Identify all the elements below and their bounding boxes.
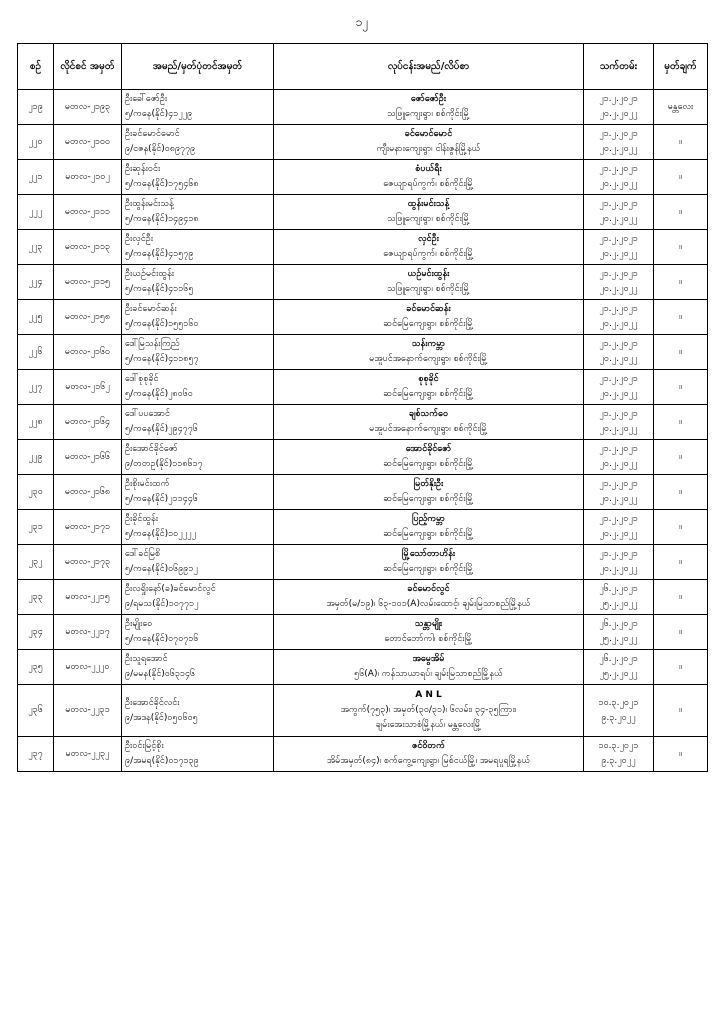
cell-owner [122, 580, 274, 615]
cell-row-number: ၂၂၀ [18, 125, 54, 160]
table-row [18, 650, 708, 685]
cell-business [274, 90, 584, 125]
owner-nrc: ၅/ကနေ(နိုင်)၄၁၅၇၉ [125, 249, 194, 259]
cell-license-number: မတလ-၂၁၀၂ [54, 160, 122, 195]
cell-remark: ။ [654, 737, 708, 772]
cell-row-number: ၂၂၂ [18, 195, 54, 230]
table-row [18, 90, 708, 125]
header-business: လုပ်ငန်းအမည်/လိပ်စာ [274, 44, 584, 90]
cell-business [274, 650, 584, 685]
business-name: သန္တာမျိုး [414, 619, 443, 629]
cell-business [274, 405, 584, 440]
cell-business [274, 125, 584, 160]
cell-row-number: ၂၂၇ [18, 370, 54, 405]
cell-owner [122, 90, 274, 125]
cell-business [274, 300, 584, 335]
cell-validity [584, 650, 654, 685]
business-address-line: ချမ်းအေးသာစံမြို့နယ်၊ မန္တလေးမြို့ [375, 720, 482, 730]
owner-nrc: ၅/ကနေ(နိုင်)၄၁၂၂၉ [125, 109, 193, 119]
valid-to-date: ၂၀.၂.၂၀၂၂ [599, 214, 638, 224]
cell-row-number: ၂၃၄ [18, 615, 54, 650]
cell-business [274, 737, 584, 772]
cell-validity [584, 475, 654, 510]
valid-from-date: ၂၁.၂.၂၀၂၁ [599, 234, 638, 244]
cell-business [274, 370, 584, 405]
table-row [18, 300, 708, 335]
business-address: တောင်ဘော်ကါ၊ စစ်ကိုင်းမြို့ [384, 634, 473, 644]
cell-row-number: ၂၃၅ [18, 650, 54, 685]
table-body [18, 90, 708, 772]
cell-remark: ။ [654, 265, 708, 300]
business-address: သဖြူကျေးရွာ၊ စစ်ကိုင်းမြို့ [387, 109, 470, 119]
cell-validity [584, 90, 654, 125]
valid-to-date: ၂၀.၂.၂၀၂၂ [599, 494, 638, 504]
cell-owner [122, 160, 274, 195]
cell-license-number: မတလ-၂၂၂၀ [54, 650, 122, 685]
owner-nrc: ၉/အဒန(နိုင်)၀၅၀၆၀၅ [125, 712, 198, 723]
cell-row-number: ၂၃၇ [18, 737, 54, 772]
cell-row-number: ၂၂၈ [18, 405, 54, 440]
valid-from-date: ၂၁.၂.၂၀၂၁ [599, 304, 638, 314]
cell-license-number: မတလ-၂၁၇၃ [54, 545, 122, 580]
business-name: အောင်ခိုင်ဇော် [405, 444, 452, 454]
cell-license-number: မတလ-၂၁၆၆ [54, 440, 122, 475]
cell-remark: ။ [654, 300, 708, 335]
cell-remark: ။ [654, 545, 708, 580]
owner-name: ဦးခိုင်ထွန်း [125, 514, 158, 524]
valid-to-date: ၂၀.၂.၂၀၂၂ [599, 109, 638, 119]
cell-business [274, 160, 584, 195]
owner-nrc: ၅/ကနေ(နိုင်)၄၁၁၆၅ [125, 284, 194, 294]
owner-name: ဦးမျိုးဝေ [125, 619, 153, 629]
cell-owner [122, 510, 274, 545]
valid-from-date: ၂၆.၂.၂၀၂၁ [599, 654, 638, 664]
owner-nrc: ၉/ရမသ(နိုင်)၁၀၇၇၁၂ [125, 599, 199, 609]
cell-license-number: မတလ-၂၁၆၀ [54, 335, 122, 370]
cell-owner [122, 195, 274, 230]
cell-license-number: မတလ-၂၂၃၂ [54, 737, 122, 772]
valid-to-date: ၂၀.၂.၂၀၂၂ [599, 564, 638, 574]
cell-business [274, 230, 584, 265]
cell-validity [584, 195, 654, 230]
table-row [18, 405, 708, 440]
cell-license-number: မတလ-၂၁၁၃ [54, 230, 122, 265]
cell-owner [122, 685, 274, 737]
cell-owner [122, 650, 274, 685]
valid-from-date: ၂၁.၂.၂၀၂၁ [599, 129, 638, 139]
valid-from-date: ၂၁.၂.၂၀၂၁ [599, 549, 638, 559]
cell-remark: ။ [654, 335, 708, 370]
license-register-table [17, 43, 708, 772]
owner-name: ဦးစိုးမင်းထက် [125, 479, 170, 489]
valid-to-date: ၂၀.၂.၂၀၂၂ [599, 459, 638, 469]
valid-from-date: ၂၁.၂.၂၀၂၁ [599, 94, 638, 104]
valid-from-date: ၂၁.၂.၂၀၂၁ [599, 514, 638, 524]
cell-license-number: မတလ-၂၁၅၈ [54, 300, 122, 335]
valid-to-date: ၂၀.၂.၂၀၂၂ [599, 284, 638, 294]
table-row [18, 265, 708, 300]
cell-business [274, 195, 584, 230]
business-address: အိမ်အမှတ်(၈၄)၊ စက်ကွေ့ကျေးရွာ၊ မြစ်ငယ်မြို့၊ အမရပူရမြို့နယ် [326, 756, 531, 766]
cell-remark: ။ [654, 405, 708, 440]
cell-row-number: ၂၃၀ [18, 475, 54, 510]
cell-owner [122, 737, 274, 772]
business-address: သဖြူကျေးရွာ၊ စစ်ကိုင်းမြို့ [387, 214, 470, 224]
owner-name: ဦးလရှိုးနော်(ခ)ခင်မောင်လွင် [125, 584, 216, 594]
cell-row-number: ၂၂၉ [18, 440, 54, 475]
page-number: ၁၂ [355, 15, 369, 29]
cell-business [274, 615, 584, 650]
cell-validity [584, 335, 654, 370]
cell-license-number: မတလ-၂၁၉၃ [54, 90, 122, 125]
business-address: မအူပင်အနောက်ကျေးရွာ၊ စစ်ကိုင်းမြို့ [369, 354, 488, 364]
cell-business [274, 475, 584, 510]
cell-business [274, 335, 584, 370]
business-name: A N L [415, 690, 442, 700]
cell-business [274, 685, 584, 737]
table-row [18, 510, 708, 545]
cell-remark: ။ [654, 440, 708, 475]
owner-name: ဦးအောင်ခိုင်လင်း [125, 697, 180, 708]
cell-owner [122, 300, 274, 335]
cell-row-number: ၂၂၄ [18, 265, 54, 300]
business-address: ကျီးမနားကျေးရွာ၊ ငါန်းဇွန်မြို့နယ် [376, 144, 481, 154]
owner-nrc: ၅/ကနေ(နိုင်)၂၉၄၇၇၆ [125, 424, 198, 434]
valid-from-date: ၂၁.၂.၂၀၂၁ [599, 409, 638, 419]
cell-validity [584, 125, 654, 160]
cell-validity [584, 160, 654, 195]
business-name: မြို့သော်တာဟိန်း [401, 549, 456, 559]
valid-from-date: ၂၁.၂.၂၀၂၁ [599, 199, 638, 209]
valid-to-date: ၂၀.၂.၂၀၂၂ [599, 144, 638, 154]
owner-name: ဒေါ်ခင်မြစိ [125, 549, 161, 559]
owner-name: ဒေါ်မြသန်းကြည် [125, 339, 180, 349]
cell-row-number: ၂၃၃ [18, 580, 54, 615]
business-address: သဖြူကျေးရွာ၊ စစ်ကိုင်းမြို့ [387, 284, 470, 294]
cell-validity [584, 510, 654, 545]
cell-remark: ။ [654, 230, 708, 265]
cell-remark: ။ [654, 370, 708, 405]
table-row [18, 230, 708, 265]
cell-remark: ။ [654, 580, 708, 615]
business-name: အမွေအိမ် [412, 654, 445, 664]
cell-owner [122, 370, 274, 405]
cell-owner [122, 405, 274, 440]
cell-row-number: ၂၂၃ [18, 230, 54, 265]
owner-name: ဦးခင်မောင်မောင် [125, 129, 180, 139]
header-license-no: လိုင်စင် အမှတ် [54, 44, 122, 90]
cell-license-number: မတလ-၂၁၆၂ [54, 370, 122, 405]
cell-business [274, 545, 584, 580]
cell-license-number: မတလ-၂၁၁၅ [54, 265, 122, 300]
valid-from-date: ၂၁.၂.၂၀၂၁ [599, 164, 638, 174]
owner-nrc: ၅/ကနေ(နိုင်)၀၆၉၉၁၂ [125, 564, 198, 574]
owner-name: ဒေါ်ပပအောင် [125, 409, 171, 419]
cell-business [274, 510, 584, 545]
valid-from-date: ၂၁.၂.၂၀၂၁ [599, 374, 638, 384]
cell-owner [122, 230, 274, 265]
cell-row-number: ၂၃၁ [18, 510, 54, 545]
owner-name: ဒေါ်စုစုခိုင် [125, 374, 159, 384]
cell-validity [584, 615, 654, 650]
cell-license-number: မတလ-၂၁၀၀ [54, 125, 122, 160]
cell-remark: မန္တလေး [654, 90, 708, 125]
business-name: ဇော်ဇော်ဦး [410, 94, 447, 104]
owner-name: ဦးလှင်ဦး [125, 234, 153, 244]
cell-validity [584, 580, 654, 615]
business-name: ဇင်ဝိတက် [412, 741, 445, 751]
valid-from-date: ၁၀.၃.၂၀၂၁ [598, 697, 639, 708]
business-name: စံပယ်ရီး [415, 164, 442, 174]
cell-license-number: မတလ-၂၁၁၁ [54, 195, 122, 230]
business-name: စုစုခိုင် [418, 374, 439, 384]
valid-from-date: ၂၁.၂.၂၀၂၁ [599, 269, 638, 279]
business-address: ၅၆(A)၊ ကန်သာယာရပ်၊ ချမ်းမြသာစည်မြို့နယ် [354, 669, 503, 679]
cell-row-number: ၂၃၂ [18, 545, 54, 580]
valid-to-date: ၂၀.၂.၂၀၂၂ [599, 424, 638, 434]
owner-nrc: ၅/ကနေ(နိုင်)၄၁၁၈၅၇ [125, 354, 199, 364]
header-owner: အမည်/မှတ်ပုံတင်အမှတ် [122, 44, 274, 90]
business-address-line: အကွက်(၇၅၃)၊ အမှတ်(၃၀/၃၁)၊ ၆လမ်း၊ ၃၄-၃၅ကြား၊ [340, 705, 517, 715]
cell-license-number: မတလ-၂၁၇၁ [54, 510, 122, 545]
cell-remark: ။ [654, 125, 708, 160]
cell-business [274, 440, 584, 475]
valid-from-date: ၂၆.၂.၂၀၂၁ [599, 584, 638, 594]
business-name: ပြည့်ကမ္ဘာ [412, 514, 445, 524]
table-row [18, 440, 708, 475]
valid-to-date: ၂၅.၂.၂၀၂၂ [599, 599, 638, 609]
owner-nrc: ၅/ကနေ(နိုင်)၁၄၉၄၁၈ [125, 214, 199, 224]
cell-remark: ။ [654, 475, 708, 510]
table-row [18, 685, 708, 737]
owner-name: ဦးဝင်းမြင့်စိုး [125, 741, 164, 751]
business-address: ဇေယျာရပ်ကွက်၊ စစ်ကိုင်းမြို့ [383, 179, 474, 189]
valid-to-date: ၂၀.၂.၂၀၂၂ [599, 389, 638, 399]
owner-nrc: ၅/ကနေ(နိုင်)၁၇၅၄၆၈ [125, 179, 199, 189]
cell-row-number: ၂၃၆ [18, 685, 54, 737]
business-name: ခင်မောင်မောင် [404, 129, 453, 139]
table-row [18, 475, 708, 510]
valid-from-date: ၂၁.၂.၂၀၂၁ [599, 479, 638, 489]
owner-name: ဦးခေါ်ဇော်ဦး [125, 94, 168, 104]
table-row [18, 615, 708, 650]
valid-from-date: ၂၆.၂.၂၀၂၁ [599, 619, 638, 629]
cell-owner [122, 125, 274, 160]
valid-to-date: ၂၅.၂.၂၀၂၂ [599, 634, 638, 644]
business-address: ဆင်မြေကျေးရွာ၊ စစ်ကိုင်းမြို့ [383, 319, 474, 329]
cell-owner [122, 475, 274, 510]
owner-name: ဦးယဉ်မင်းထွန်း [125, 269, 175, 279]
valid-to-date: ၂၀.၂.၂၀၂၂ [599, 319, 638, 329]
cell-owner [122, 440, 274, 475]
cell-business [274, 265, 584, 300]
cell-row-number: ၂၂၅ [18, 300, 54, 335]
business-name: ခင်မောင်လွင် [407, 584, 450, 594]
valid-from-date: ၂၁.၂.၂၀၂၁ [599, 444, 638, 454]
valid-to-date: ၂၀.၂.၂၀၂၂ [599, 179, 638, 189]
business-name: လှင်ဦး [418, 234, 439, 244]
owner-name: ဦးခင်မောင်ဆန်း [125, 304, 177, 314]
cell-license-number: မတလ-၂၂၁၅ [54, 580, 122, 615]
cell-validity [584, 370, 654, 405]
header-remarks: မှတ်ချက် [654, 44, 708, 90]
owner-name: ဦးထွန်းမင်းသန့် [125, 199, 174, 209]
business-address: ဆင်မြေကျေးရွာ၊ စစ်ကိုင်းမြို့ [383, 389, 474, 399]
owner-name: ဦးဆုန်းဝင်း [125, 164, 161, 174]
business-name: မြတ်နိုးဦး [413, 479, 444, 489]
business-name: ယဉ်မင်းထွန်း [407, 269, 450, 279]
cell-license-number: မတလ-၂၁၆၄ [54, 405, 122, 440]
cell-remark: ။ [654, 650, 708, 685]
cell-row-number: ၂၂၁ [18, 160, 54, 195]
cell-validity [584, 545, 654, 580]
business-address: ဆင်မြေကျေးရွာ၊ စစ်ကိုင်းမြို့ [383, 564, 474, 574]
cell-remark: ။ [654, 615, 708, 650]
valid-to-date: ၉.၃.၂၀၂၂ [601, 712, 636, 723]
valid-to-date: ၂၀.၂.၂၀၂၂ [599, 249, 638, 259]
business-name: ထွန်းမင်းသန့် [407, 199, 450, 209]
cell-validity [584, 440, 654, 475]
table-row [18, 737, 708, 772]
cell-remark: ။ [654, 510, 708, 545]
cell-owner [122, 545, 274, 580]
cell-validity [584, 685, 654, 737]
business-address: ဇေယျာရပ်ကွက်၊ စစ်ကိုင်းမြို့ [383, 249, 474, 259]
cell-validity [584, 265, 654, 300]
valid-from-date: ၂၁.၂.၂၀၂၁ [599, 339, 638, 349]
cell-remark: ။ [654, 195, 708, 230]
table-row [18, 370, 708, 405]
owner-name: ဦးသူရအောင် [125, 654, 168, 664]
valid-to-date: ၂၀.၂.၂၀၂၂ [599, 354, 638, 364]
header-dates: သက်တမ်း [584, 44, 654, 90]
header-no: စဉ် [18, 44, 54, 90]
valid-to-date: ၂၀.၂.၂၀၂၂ [599, 529, 638, 539]
owner-nrc: ၉/ငဇန(နိုင်)၀၈၉၇၇၉ [125, 144, 196, 154]
valid-from-date: ၁၀.၃.၂၀၂၁ [598, 741, 639, 751]
business-address: ဆင်မြေကျေးရွာ၊ စစ်ကိုင်းမြို့ [383, 529, 474, 539]
owner-name: ဦးအောင်ခိုင်ဇော် [125, 444, 178, 454]
cell-license-number: မတလ-၂၁၆၈ [54, 475, 122, 510]
cell-row-number: ၂၂၆ [18, 335, 54, 370]
cell-validity [584, 230, 654, 265]
cell-owner [122, 335, 274, 370]
cell-remark: ။ [654, 160, 708, 195]
cell-license-number: မတလ-၂၂၃၁ [54, 685, 122, 737]
table-row [18, 160, 708, 195]
owner-nrc: ၉/တတဥ(နိုင်)၁၁၈၆၁၇ [125, 459, 203, 469]
table-row [18, 545, 708, 580]
cell-remark: ။ [654, 685, 708, 737]
owner-nrc: ၅/ကနေ(နိုင်)၀၇၀၇၁၆ [125, 634, 199, 644]
owner-nrc: ၅/ကနေ(နိုင်)၂၁၁၄၄၆ [125, 494, 198, 504]
business-name: ခင်မောင်ဆန်း [406, 304, 451, 314]
cell-validity [584, 300, 654, 335]
owner-nrc: ၉/အမရ(နိုင်)၀၁၇၁၃၉ [125, 756, 199, 766]
valid-to-date: ၉.၃.၂၀၂၂ [601, 756, 636, 766]
table-row [18, 335, 708, 370]
owner-nrc: ၅/ကနေ(နိုင်)၁၀၂၂၂၂ [125, 529, 196, 539]
business-address: ဆင်မြေကျေးရွာ၊ စစ်ကိုင်းမြို့ [383, 494, 474, 504]
owner-nrc: ၉/မမန(နိုင်)၀၆၃၁၄၆ [125, 669, 196, 679]
cell-owner [122, 265, 274, 300]
table-row [18, 580, 708, 615]
cell-validity [584, 405, 654, 440]
table-row [18, 125, 708, 160]
table-row [18, 195, 708, 230]
business-address: အမှတ်(မ/၁၉)၊ ၆၃-၁၀၁(A)လမ်းထောင့်၊ ချမ်းမြသာစည်မြို့နယ် [326, 599, 531, 609]
owner-nrc: ၅/ကနေ(နိုင်)၂၈၀၆၀ [125, 389, 193, 399]
owner-nrc: ၅/ကနေ(နိုင်)၁၅၅၁၆၀ [125, 319, 199, 329]
business-name: သန်းကမ္ဘာ [411, 339, 446, 349]
cell-business [274, 580, 584, 615]
cell-owner [122, 615, 274, 650]
business-name: ချစ်သက်ဝေ [409, 409, 448, 419]
business-address: မအူပင်အနောက်ကျေးရွာ၊ စစ်ကိုင်းမြို့ [369, 424, 488, 434]
business-address: ဆင်မြေကျေးရွာ၊ စစ်ကိုင်းမြို့ [383, 459, 474, 469]
table-header-row [18, 44, 708, 90]
cell-license-number: မတလ-၂၂၁၇ [54, 615, 122, 650]
cell-row-number: ၂၁၉ [18, 90, 54, 125]
cell-validity [584, 737, 654, 772]
valid-to-date: ၂၅.၂.၂၀၂၂ [599, 669, 638, 679]
